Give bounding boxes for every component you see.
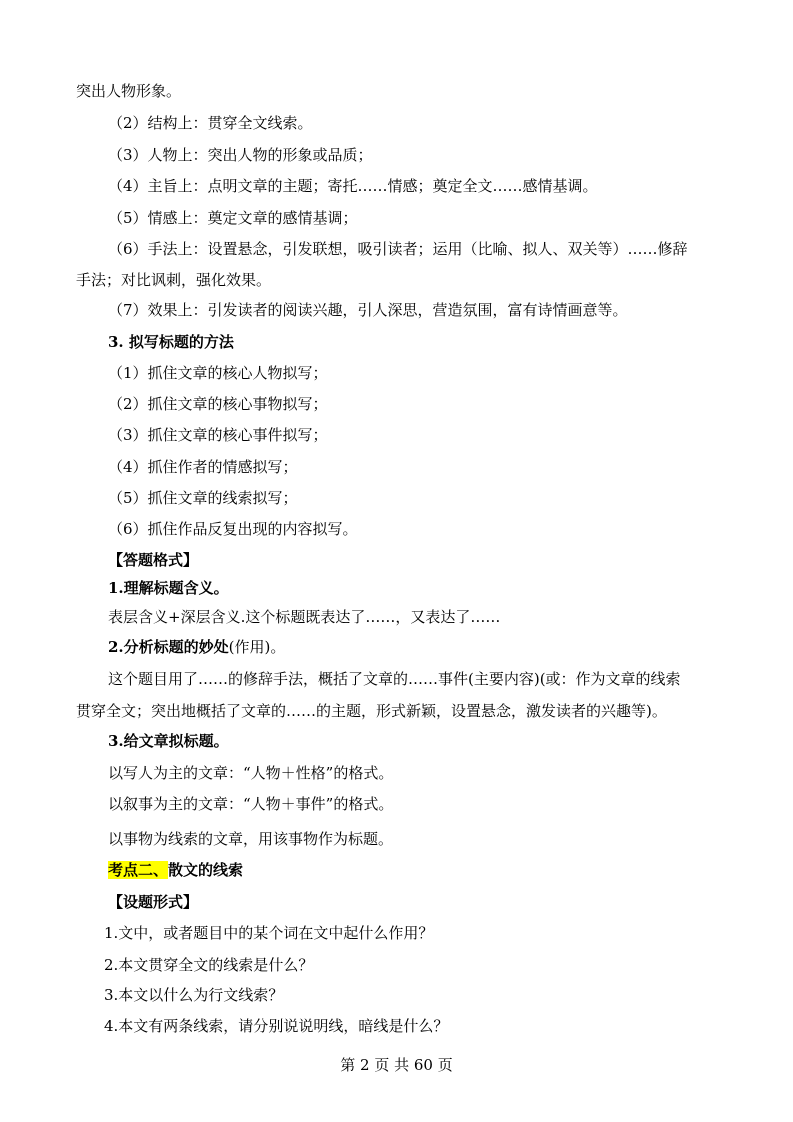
text-line: （4）主旨上：点明文章的主题；寄托……情感；奠定全文……感情基调。 xyxy=(108,177,598,195)
text-line: 这个题目用了……的修辞手法，概括了文章的……事件(主要内容)(或：作为文章的线索 xyxy=(108,670,681,688)
subheading-line xyxy=(108,637,285,657)
subheading-note: (作用)。 xyxy=(228,638,286,656)
subheading: 1.理解标题含义。 xyxy=(108,579,229,597)
text-line: （3）抓住文章的核心事件拟写； xyxy=(108,426,328,444)
section-heading: 3. 拟写标题的方法 xyxy=(108,333,234,351)
text-line: （6）抓住作品反复出现的内容拟写。 xyxy=(108,520,358,538)
text-line: 3.本文以什么为行文线索？ xyxy=(104,986,284,1004)
text-line: （5）情感上：奠定文章的感情基调； xyxy=(108,209,358,227)
text-line: （1）抓住文章的核心人物拟写； xyxy=(108,364,328,382)
subheading: 2.分析标题的妙处 xyxy=(108,638,229,656)
text-line: （4）抓住作者的情感拟写； xyxy=(108,458,298,476)
text-line: 贯穿全文；突出地概括了文章的……的主题，形式新颖，设置悬念，激发读者的兴趣等)。 xyxy=(76,702,667,720)
text-line: （5）抓住文章的线索拟写； xyxy=(108,489,298,507)
text-line: 4.本文有两条线索，请分别说说明线，暗线是什么？ xyxy=(104,1017,449,1035)
text-line: 2.本文贯穿全文的线索是什么？ xyxy=(104,956,314,974)
subheading: 3.给文章拟标题。 xyxy=(108,732,229,750)
text-line: 手法；对比讽刺，强化效果。 xyxy=(76,271,272,289)
text-line: （2）抓住文章的核心事物拟写； xyxy=(108,395,328,413)
page-footer: 第 2 页 共 60 页 xyxy=(340,1056,453,1074)
section-title: 散文的线索 xyxy=(168,861,244,879)
section-heading: 【答题格式】 xyxy=(108,551,199,569)
highlighted-label: 考点二、 xyxy=(108,861,169,879)
text-line: （6）手法上：设置悬念，引发联想，吸引读者；运用（比喻、拟人、双关等）……修辞 xyxy=(108,240,688,258)
text-line: 以事物为线索的文章，用该事物作为标题。 xyxy=(108,830,394,848)
text-line: 以叙事为主的文章：“人物＋事件”的格式。 xyxy=(108,795,394,813)
text-line: 表层含义+深层含义.这个标题既表达了……，又表达了…… xyxy=(108,608,501,626)
text-line: （3）人物上：突出人物的形象或品质； xyxy=(108,146,373,164)
section-heading-line xyxy=(108,860,243,880)
text-line: （2）结构上：贯穿全文线索。 xyxy=(108,114,313,132)
text-line: （7）效果上：引发读者的阅读兴趣，引人深思，营造氛围，富有诗情画意等。 xyxy=(108,301,628,319)
section-heading: 【设题形式】 xyxy=(108,893,199,911)
text-line: 1.文中，或者题目中的某个词在文中起什么作用？ xyxy=(104,924,434,942)
text-line: 以写人为主的文章：“人物＋性格”的格式。 xyxy=(108,764,394,782)
text-line: 突出人物形象。 xyxy=(76,82,182,100)
